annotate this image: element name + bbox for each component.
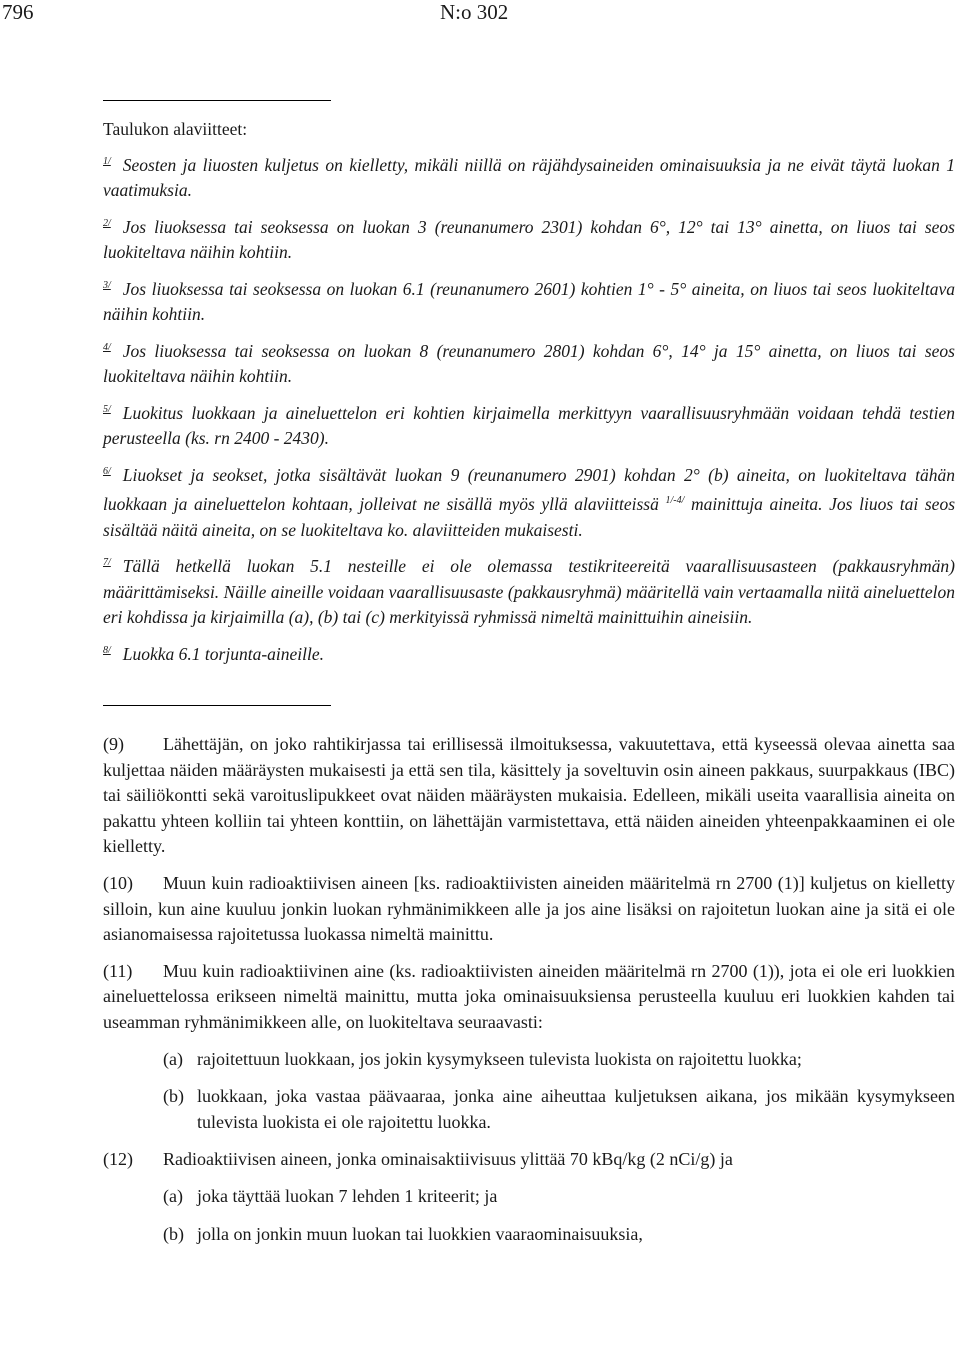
footnote-mark: 3/ (103, 279, 111, 291)
footnote-separator-rule (103, 100, 331, 101)
paragraph-text: Radioaktiivisen aineen, jonka ominaisaktiivisuus ylittää 70 kBq/kg (2 nCi/g) ja (163, 1149, 733, 1170)
paragraph-text: Muun kuin radioaktiivisen aineen [ks. radioaktiivisten aineiden määritelmä rn 2700 (1)] kuljetus on kielletty silloin, kun aine kuuluu jonkin luokan ryhmänimikkeen alle ja jos aine lisäksi on rajoitetun luokan aine ja sitä ei ole asianomaisessa rajoitetussa luokassa nimeltä mainittu. (103, 872, 955, 945)
item-label: (a) (163, 1048, 183, 1069)
paragraph-number: (11) (103, 960, 133, 981)
paragraph-number: (12) (103, 1149, 133, 1170)
footnote-mark: 4/ (103, 341, 111, 353)
footnote-3 (103, 273, 955, 328)
paragraph-11-item-b (163, 1084, 955, 1135)
footnote-text: Luokitus luokkaan ja aineluettelon eri kohtien kirjaimella merkittyyn vaarallisuusryhmään voidaan tehdä testien perusteella (ks. rn 2400 - 2430). (103, 402, 955, 448)
footnote-text: Jos liuoksessa tai seoksessa on luokan 3 (reunanumero 2301) kohdan 6°, 12° tai 13° ainetta, on liuos tai seos luokiteltava näihin kohtiin. (103, 216, 955, 262)
footnote-text: Jos liuoksessa tai seoksessa on luokan 8 (reunanumero 2801) kohdan 6°, 14° ja 15° ainetta, on liuos tai seos luokiteltava näihin kohtiin. (103, 340, 955, 386)
item-label: (a) (163, 1185, 183, 1206)
footnote-8 (103, 638, 955, 668)
footnote-reference: 1/-4/ (665, 495, 685, 506)
paragraph-text: Lähettäjän, on joko rahtikirjassa tai erillisessä ilmoituksessa, vakuutettava, että kyseessä olevaa ainetta saa kuljettaa näiden määräysten mukaisesti ja että sen tila, käsittely ja soveltuvin osin aineen pakkaus, suurpakkaus (IBC) tai säiliökontti sekä varoituslipukkeet ovat näiden määräysten mukaisia. Edelleen, mikäli useita vaarallisia aineita on pakattu yhteen kolliin tai yhteen konttiin, on lähettäjän varmistettava, että näiden aineiden yhteenpakkaaminen ei ole kielletty. (103, 734, 955, 857)
footnote-text: Luokka 6.1 torjunta-aineille. (122, 643, 325, 664)
footnotes-section (103, 117, 955, 674)
footnotes-title: Taulukon alaviitteet: (103, 119, 248, 139)
paragraph-number: (9) (103, 734, 124, 754)
footnote-5 (103, 397, 955, 452)
body-paragraphs (103, 732, 955, 1259)
footnote-text-before: Liuokset ja seokset, jotka sisältävät luokan 9 (reunanumero 2901) kohdan 2° (b) aineita, on luokiteltava tähän luokkaan ja aineluettelon kohtaan, jolleivat ne sisällä myös yllä alaviitteissä (103, 464, 955, 514)
paragraph-12 (103, 1147, 955, 1173)
footnote-4 (103, 335, 955, 390)
page-number: 796 (2, 0, 34, 24)
footnote-mark: 1/ (103, 155, 111, 167)
footnote-2 (103, 211, 955, 266)
footnote-text: Jos liuoksessa tai seoksessa on luokan 6.1 (reunanumero 2601) kohtien 1° - 5° aineita, on liuos tai seos luokiteltava näihin kohtiin. (103, 278, 955, 324)
footnote-mark: 5/ (103, 403, 111, 415)
item-text: jolla on jonkin muun luokan tai luokkien vaaraominaisuuksia, (197, 1223, 643, 1244)
paragraph-9 (103, 732, 955, 860)
paragraph-12-item-b (163, 1222, 955, 1248)
footnote-text: Seosten ja liuosten kuljetus on kielletty, mikäli niillä on räjähdysaineiden ominaisuuksia ja ne eivät täytä luokan 1 vaatimuksia. (103, 154, 955, 200)
paragraph-10 (103, 871, 955, 948)
footnote-7 (103, 550, 955, 631)
paragraph-12-item-a (163, 1184, 955, 1210)
footnote-6 (103, 459, 955, 544)
footnote-1 (103, 149, 955, 204)
paragraph-text: Muu kuin radioaktiivinen aine (ks. radioaktiivisten aineiden määritelmä rn 2700 (1)), jota ei ole eri luokkien aineluettelossa erikseen nimeltä mainittu, mutta joka ominaisuuksiensa perusteella kuuluu eri luokkien kahden tai useamman ryhmänimikkeen alle, on luokiteltava seuraavasti: (103, 960, 955, 1032)
issue-number: N:o 302 (440, 0, 509, 24)
item-text: luokkaan, joka vastaa päävaaraa, jonka aine aiheuttaa kuljetuksen aikana, jos mikään kysymykseen tulevista luokista ei ole rajoitettu luokka. (197, 1086, 955, 1132)
footnote-mark: 7/ (103, 557, 111, 568)
paragraph-11-item-a (163, 1047, 955, 1073)
footnote-text-after: mainittuja aineita. Jos liuos tai seos sisältää näitä aineita, on se luokiteltava ko. alaviitteiden mukaisesti. (103, 494, 955, 540)
paragraph-11 (103, 959, 955, 1036)
section-separator-rule (103, 705, 331, 706)
footnote-mark: 6/ (103, 465, 111, 477)
footnote-mark: 2/ (103, 217, 111, 229)
item-label: (b) (163, 1086, 184, 1107)
item-label: (b) (163, 1223, 184, 1244)
footnote-mark: 8/ (103, 644, 111, 656)
page-header (0, 0, 960, 30)
paragraph-number: (10) (103, 872, 133, 893)
item-text: rajoitettuun luokkaan, jos jokin kysymykseen tulevista luokista on rajoitettu luokka; (197, 1048, 802, 1069)
item-text: joka täyttää luokan 7 lehden 1 kriteerit; ja (197, 1185, 498, 1206)
footnote-text: Tällä hetkellä luokan 5.1 nesteille ei ole olemassa testikriteereitä vaarallisuusasteen (pakkausryhmän) määrittämiseksi. Näille aineille voidaan vaarallisuusaste (pakkausryhmä) määritellä vain vertaamalla niitä aineluettelon eri kohdissa ja kirjaimilla (a), (b) tai (c) merkityissä ryhmissä nimeltä mainittuihin aineisiin. (103, 556, 955, 627)
